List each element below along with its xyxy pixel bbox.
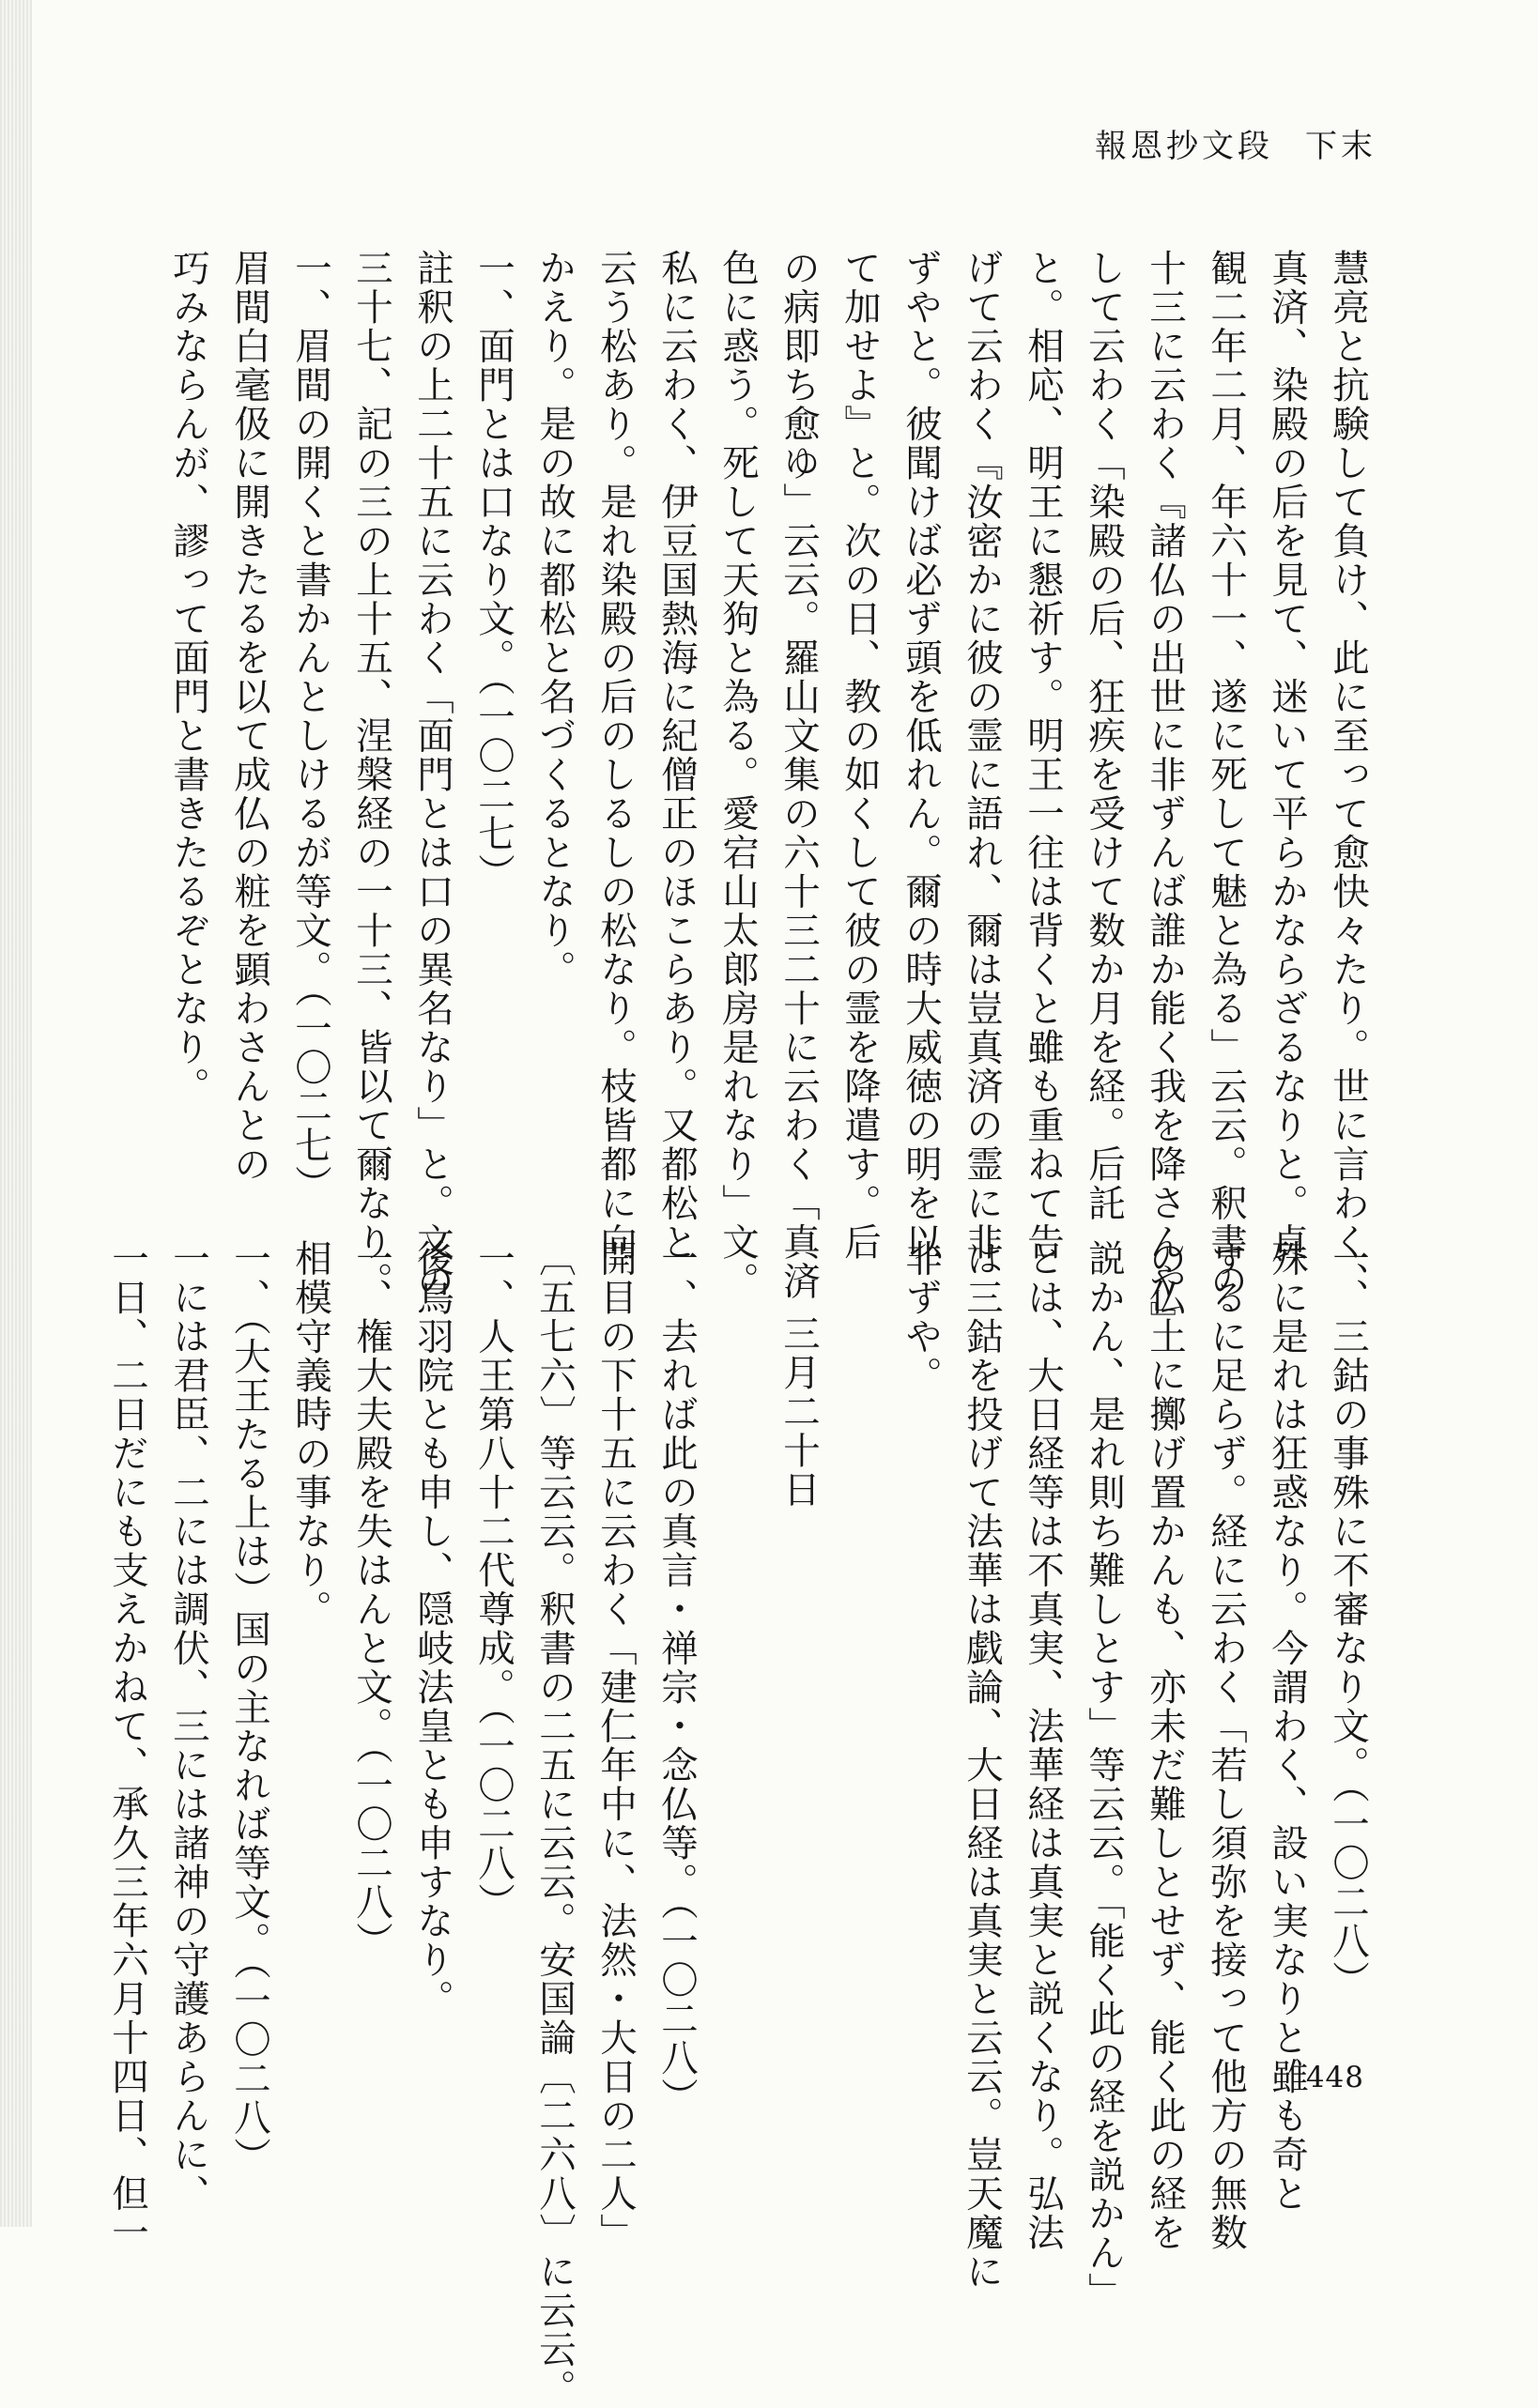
text-column: 一、面門とは口なり文。（一〇二七） — [472, 249, 515, 893]
text-column: 註釈の上二十五に云わく「面門とは口の異名なり」と。文の — [411, 249, 454, 1301]
text-column: 巧みならんが、謬って面門と書きたるぞとなり。 — [167, 249, 210, 1106]
text-column: 一日、二日だにも支えかねて、承久三年六月十四日、但一 — [106, 1239, 149, 2252]
page-number: 448 — [1305, 2061, 1364, 2094]
text-column: するに足らず。経に云わく「若し須弥を接って他方の無数 — [1205, 1239, 1248, 2252]
text-column: 一、（大王たる上は）国の主なれば等文。（一〇二八） — [228, 1239, 271, 2176]
text-column: の仏土に擲げ置かんも、亦未だ難しとせず、能く此の経を — [1144, 1239, 1187, 2252]
text-column: 三十七、記の三の上十五、涅槃経の一十三、皆以て爾なり。 — [350, 249, 393, 1301]
text-column: ずやと。彼聞けば必ず頭を低れん。爾の時大威徳の明を以 — [900, 249, 943, 1262]
running-header — [1095, 120, 1377, 166]
text-column: 一、去れば此の真言・禅宗・念仏等。（一〇二八） — [655, 1239, 699, 2117]
page-binding-edge — [0, 0, 32, 2227]
text-column: て加せよ』と。次の日、教の如くして彼の霊を降遣す。后 — [838, 249, 882, 1262]
text-column: 色に惑う。死して天狗と為る。愛宕山太郎房是れなり」文。 — [716, 249, 760, 1301]
text-column: 〔五七六〕等云云。釈書の二五に云云。安国論〔二六八〕に云云。 — [533, 1239, 577, 2408]
text-column: げて云わく『汝密かに彼の霊に語れ、爾は豈真済の霊に非 — [961, 249, 1004, 1262]
text-column: 非ずや。 — [900, 1239, 943, 1395]
text-column: とは、大日経等は不真実、法華経は真実と説くなり。弘法 — [1022, 1239, 1065, 2252]
text-column: 一、権大夫殿を失はんと文。（一〇二八） — [350, 1239, 393, 1961]
column-spacer — [829, 1239, 890, 1249]
header-section: 下末 — [1305, 128, 1377, 165]
text-column: 一、人王第八十二代尊成。（一〇二八） — [472, 1239, 515, 1923]
text-column: と。相応、明王に懇祈す。明王一往は背くと雖も重ねて告 — [1022, 249, 1065, 1262]
text-column: 開目の下十五に云わく「建仁年中に、法然・大日の二人」 — [594, 1239, 638, 2252]
text-column: 相模守義時の事なり。 — [289, 1239, 332, 1629]
header-title: 報恩抄文段 — [1095, 128, 1273, 165]
text-column: 一には君臣、二には調伏、三には諸神の守護あらんに、 — [167, 1239, 210, 2214]
text-column: 観二年二月、年六十一、遂に死して魅と為る」云云。釈書の — [1205, 249, 1248, 1301]
upper-text-block — [130, 249, 1378, 1340]
text-column: の病即ち愈ゆ」云云。羅山文集の六十三二十に云わく「真済 — [777, 249, 821, 1301]
column-spacer — [707, 1239, 768, 1249]
text-column: かえり。是の故に都松と名づくるとなり。 — [533, 249, 577, 989]
text-column: 一、眉間の開くと書かんとしけるが等文。（一〇二七） — [289, 249, 332, 1204]
text-column: 真済、染殿の后を見て、迷いて平らかならざるなりと。貞 — [1266, 249, 1309, 1262]
text-column: 殊に是れは狂惑なり。今謂わく、設い実なりと雖も奇と — [1266, 1239, 1309, 2214]
text-column: 一、三鈷の事殊に不審なり文。（一〇二八） — [1327, 1239, 1370, 2001]
text-column: して云わく「染殿の后、狂疾を受けて数か月を経。后託 — [1083, 249, 1126, 1223]
text-column: 後鳥羽院とも申し、隠岐法皇とも申すなり。 — [411, 1239, 454, 2018]
text-column: 十三に云わく『諸仏の出世に非ずんば誰か能く我を降さんや』 — [1144, 249, 1187, 1340]
date-heading: 三月二十日 — [777, 1314, 821, 1510]
text-column: 云う松あり。是れ染殿の后のしるしの松なり。枝皆都に向 — [594, 249, 638, 1262]
text-column: 眉間白毫伋に開きたるを以て成仏の粧を顕わさんとの — [228, 249, 271, 1184]
text-column: 慧亮と抗験して負け、此に至って愈快々たり。世に言わく、 — [1327, 249, 1370, 1301]
text-column: 説かん、是れ則ち難しとす」等云云。「能く此の経を説かん」 — [1083, 1239, 1126, 2312]
text-column: は三鈷を投げて法華は戯論、大日経は真実と云云。豈天魔に — [961, 1239, 1004, 2292]
text-column: 私に云わく、伊豆国熱海に紀僧正のほこらあり。又都松と — [655, 249, 699, 1262]
